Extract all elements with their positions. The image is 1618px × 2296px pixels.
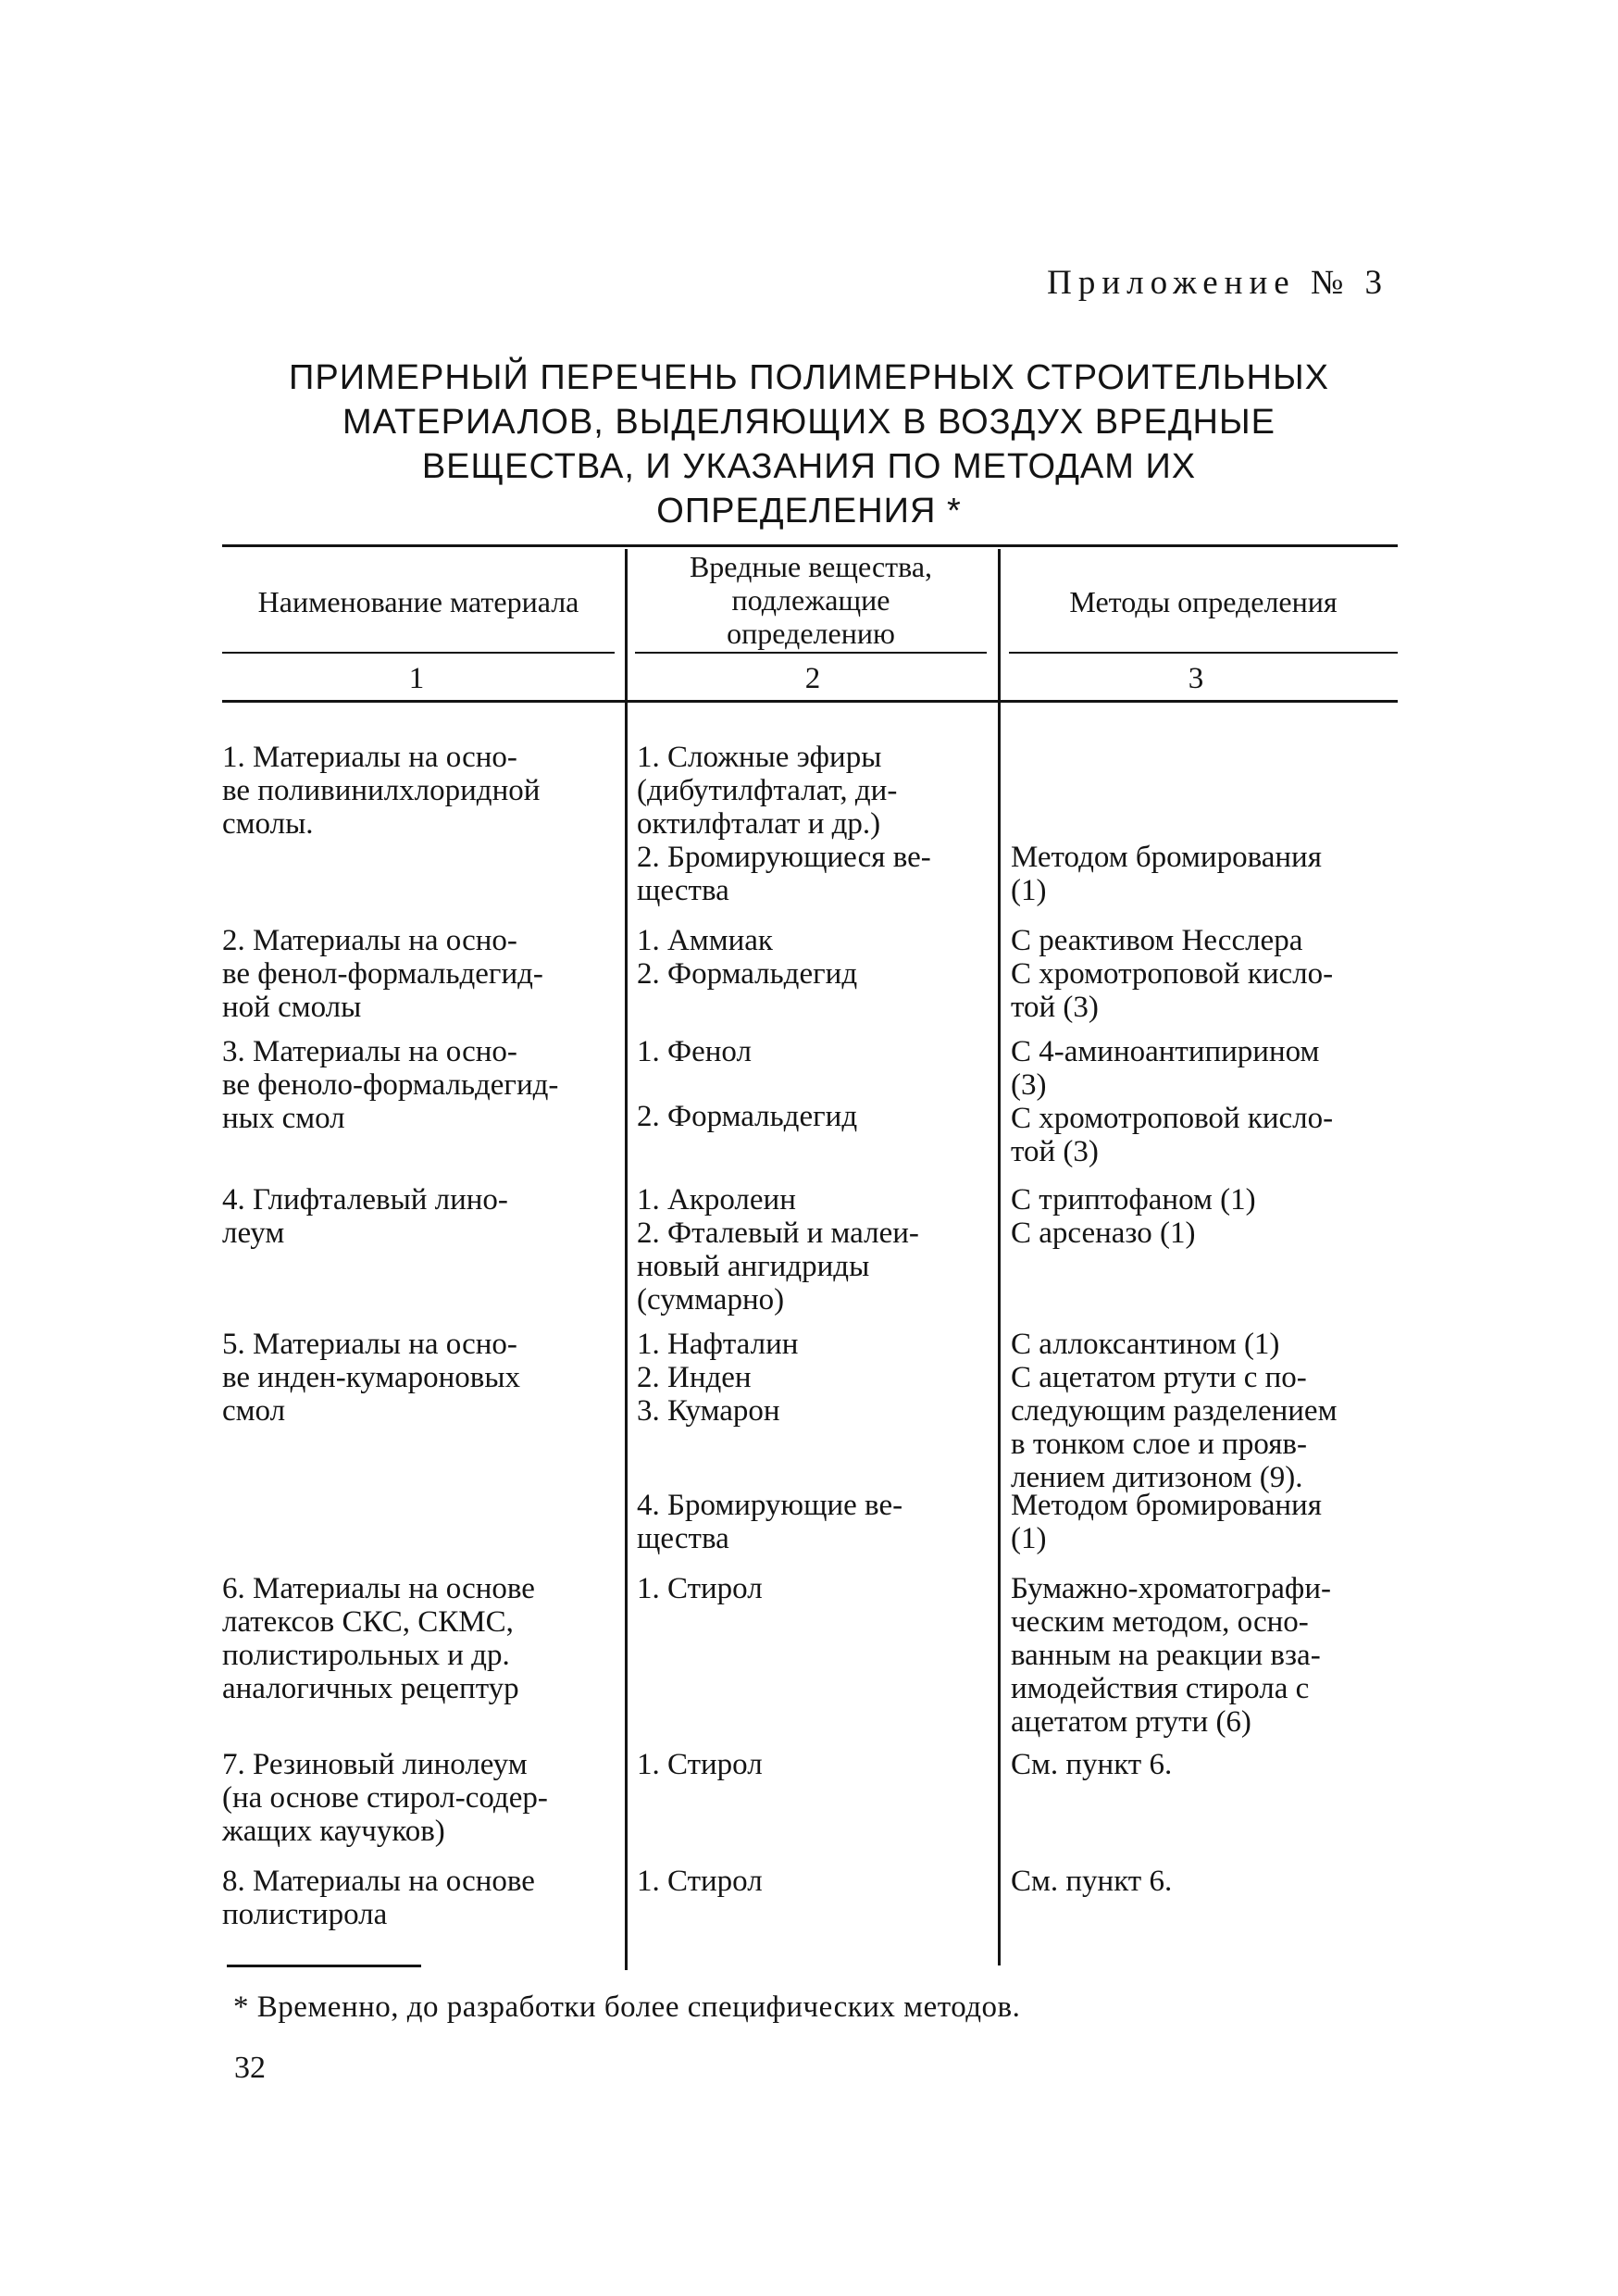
cell-method: С реактивом Несслера С хромотроповой кисло- той (3)	[1011, 924, 1334, 1024]
header-methods: Методы определения	[1069, 585, 1338, 618]
column-number-3: 3	[1188, 662, 1204, 695]
cell-material: 5. Материалы на осно- ве инден-кумароновых смол	[222, 1328, 521, 1428]
column-divider-1	[625, 549, 628, 1970]
cell-material: 6. Материалы на основе латексов СКС, СКМС, полистирольных и др. аналогичных рецептур	[222, 1572, 535, 1705]
title-line: МАТЕРИАЛОВ, ВЫДЕЛЯЮЩИХ В ВОЗДУХ ВРЕДНЫЕ	[342, 403, 1276, 442]
colnum-rule	[222, 700, 1398, 703]
cell-substance: 1. Стирол	[637, 1865, 763, 1898]
cell-method: Методом бромирования (1)	[1011, 841, 1322, 907]
footnote: * Временно, до разработки более специфических методов.	[233, 1990, 1021, 2024]
column-number-1: 1	[408, 662, 425, 695]
cell-method: С аллоксантином (1) С ацетатом ртути с по- следующим разделением в тонком слое и прояв- лением дитизоном (9).	[1011, 1328, 1338, 1494]
cell-material: 7. Резиновый линолеум (на основе стирол-содер- жащих каучуков)	[222, 1748, 548, 1848]
cell-material: 8. Материалы на основе полистирола	[222, 1865, 535, 1931]
footnote-separator	[227, 1965, 421, 1967]
cell-substance: 1. Стирол	[637, 1748, 763, 1781]
column-divider-2	[998, 549, 1001, 1965]
header-rule-col2	[635, 652, 987, 654]
header-rule-col1	[222, 652, 615, 654]
cell-method: См. пункт 6.	[1011, 1748, 1173, 1781]
table-top-rule	[222, 544, 1398, 547]
cell-substance: 1. Нафталин 2. Инден 3. Кумарон	[637, 1328, 799, 1428]
header-material-name: Наименование материала	[257, 585, 579, 618]
cell-substance: 1. Аммиак 2. Формальдегид	[637, 924, 858, 991]
title-line: ОПРЕДЕЛЕНИЯ *	[656, 492, 962, 530]
cell-method: С 4-аминоантипирином (3) С хромотроповой кисло- той (3)	[1011, 1035, 1334, 1168]
document-title	[222, 356, 1396, 533]
title-line: ПРИМЕРНЫЙ ПЕРЕЧЕНЬ ПОЛИМЕРНЫХ СТРОИТЕЛЬНЫХ	[289, 358, 1329, 397]
cell-method: Методом бромирования (1)	[1011, 1489, 1322, 1555]
header-rule-col3	[1009, 652, 1398, 654]
cell-substance: 2. Бромирующиеся ве- щества	[637, 841, 931, 907]
cell-substance: 1. Стирол	[637, 1572, 763, 1605]
appendix-label: Приложение № 3	[1047, 264, 1388, 302]
cell-material: 2. Материалы на осно- ве фенол-формальдегид- ной смолы	[222, 924, 543, 1024]
cell-material: 1. Материалы на осно- ве поливинилхлоридной смолы.	[222, 741, 541, 841]
cell-substance: 1. Фенол	[637, 1035, 752, 1068]
title-line: ВЕЩЕСТВА, И УКАЗАНИЯ ПО МЕТОДАМ ИХ	[421, 447, 1197, 486]
cell-method: См. пункт 6.	[1011, 1865, 1173, 1898]
cell-material: 3. Материалы на осно- ве феноло-формальдегид- ных смол	[222, 1035, 559, 1135]
cell-substance: 4. Бромирующие ве- щества	[637, 1489, 903, 1555]
cell-substance: 2. Формальдегид	[637, 1100, 858, 1133]
header-harmful-substances: Вредные вещества, подлежащие определению	[689, 550, 933, 650]
page-number: 32	[234, 2051, 266, 2085]
cell-method: Бумажно-хроматографи- ческим методом, осно- ванным на реакции вза- имодействия стирола с ацетатом ртути (6)	[1011, 1572, 1331, 1739]
cell-substance: 1. Акролеин 2. Фталевый и малеи- новый ангидриды (суммарно)	[637, 1183, 919, 1316]
cell-substance: 1. Сложные эфиры (дибутилфталат, ди- октилфталат и др.)	[637, 741, 898, 841]
cell-material: 4. Глифталевый лино- леум	[222, 1183, 508, 1250]
column-number-2: 2	[804, 662, 821, 695]
cell-method: С триптофаном (1) С арсеназо (1)	[1011, 1183, 1256, 1250]
